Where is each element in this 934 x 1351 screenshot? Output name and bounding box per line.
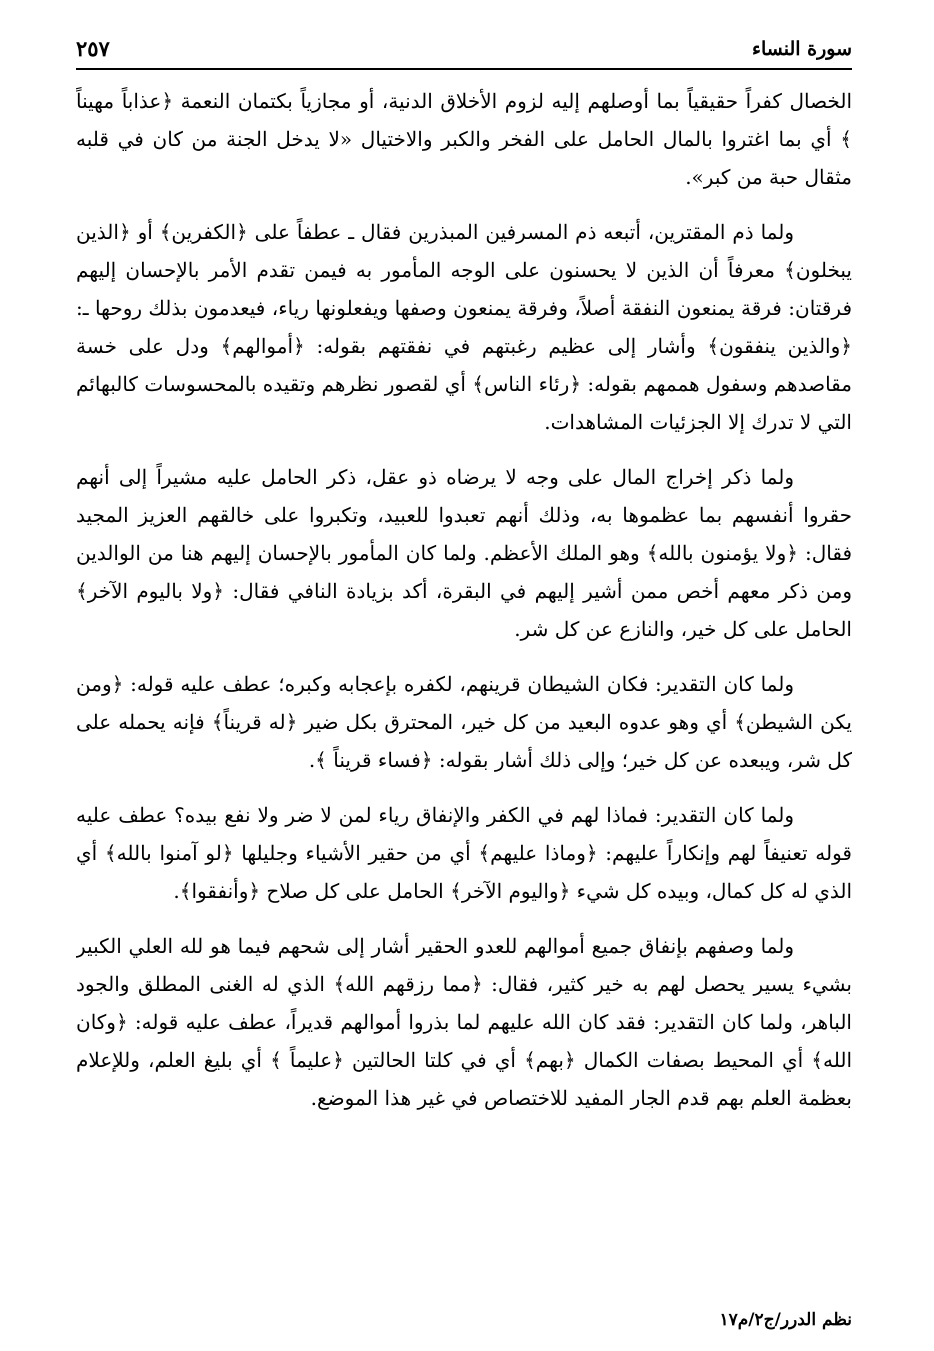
paragraph-4: ولما كان التقدير: فكان الشيطان قرينهم، لكفره بإعجابه وكبره؛ عطف عليه قوله: ﴿ومن يكن الشيطن﴾ أي وهو عدوه البعيد من كل خير، المحترق بكل ضير ﴿له قريناً﴾ فإنه يحمله على كل شر، ويبعده عن كل خير؛ وإلى ذلك أشار بقوله: ﴿فساء قريناً ﴾. (76, 672, 852, 772)
printer-signature: نظم الدرر/ج٢/م١٧ (719, 1310, 852, 1330)
page-body (76, 82, 852, 1251)
page-header (76, 34, 852, 70)
paragraph-1: الخصال كفراً حقيقياً بما أوصلهم إليه لزوم الأخلاق الدنية، أو مجازياً بكتمان النعمة ﴿عذاباً مهيناً ﴾ أي بما اغتروا بالمال الحامل على الفخر والكبر والاختيال «لا يدخل الجنة من كان في قلبه مثقال حبة من كبر». (76, 89, 852, 189)
paragraph-6: ولما وصفهم بإنفاق جميع أموالهم للعدو الحقير أشار إلى شحهم فيما هو لله العلي الكبير بشيء يسير يحصل لهم به خير كثير، فقال: ﴿مما رزقهم الله﴾ الذي له الغنى المطلق والجود الباهر، ولما كان التقدير: فقد كان الله عليهم لما بذروا أموالهم قديراً، عطف عليه قوله: ﴿وكان الله﴾ أي المحيط بصفات الكمال ﴿بهم﴾ أي في كلتا الحالتين ﴿عليماً ﴾ أي بليغ العلم، وللإعلام بعظمة العلم بهم قدم الجار المفيد للاختصاص في غير هذا الموضع. (76, 934, 852, 1110)
paragraph-2: ولما ذم المقترين، أتبعه ذم المسرفين المبذرين فقال ـ عطفاً على ﴿الكفرين﴾ أو ﴿الذين يبخلون﴾ معرفاً أن الذين لا يحسنون على الوجه المأمور به فيمن تقدم الأمر بالإحسان إليهم فرقتان: فرقة يمنعون النفقة أصلاً، وفرقة يمنعون وصفها ويفعلونها رياء، فيعدمون بذلك روحها ـ: ﴿والذين ينفقون﴾ وأشار إلى عظيم رغبتهم في نفقتهم بقوله: ﴿أموالهم﴾ ودل على خسة مقاصدهم وسفول هممهم بقوله: ﴿رئاء الناس﴾ أي لقصور نظرهم وتقيده بالمحسوسات كالبهائم التي لا تدرك إلا الجزئيات المشاهدات. (76, 220, 852, 434)
surah-title: سورة النساء (752, 38, 852, 60)
paragraph-5: ولما كان التقدير: فماذا لهم في الكفر والإنفاق رياء لمن لا ضر ولا نفع بيده؟ عطف عليه قوله تعنيفاً لهم وإنكاراً عليهم: ﴿وماذا عليهم﴾ أي من حقير الأشياء وجليلها ﴿لو آمنوا بالله﴾ أي الذي له كل كمال، وبيده كل شيء ﴿واليوم الآخر﴾ الحامل على كل صلاح ﴿وأنفقوا﴾. (76, 803, 852, 903)
page-number: ٢٥٧ (76, 36, 110, 61)
paragraph-3: ولما ذكر إخراج المال على وجه لا يرضاه ذو عقل، ذكر الحامل عليه مشيراً إلى أنهم حقروا أنفسهم بما عظموها به، وذلك أنهم تعبدوا للعبيد، وتكبروا على خالقهم العزيز المجيد فقال: ﴿ولا يؤمنون بالله﴾ وهو الملك الأعظم. ولما كان المأمور بالإحسان إليهم هنا من الوالدين ومن ذكر معهم أخص ممن أشير إليهم في البقرة، أكد بزيادة النافي فقال: ﴿ولا باليوم الآخر﴾ الحامل على كل خير، والنازع عن كل شر. (76, 465, 852, 641)
